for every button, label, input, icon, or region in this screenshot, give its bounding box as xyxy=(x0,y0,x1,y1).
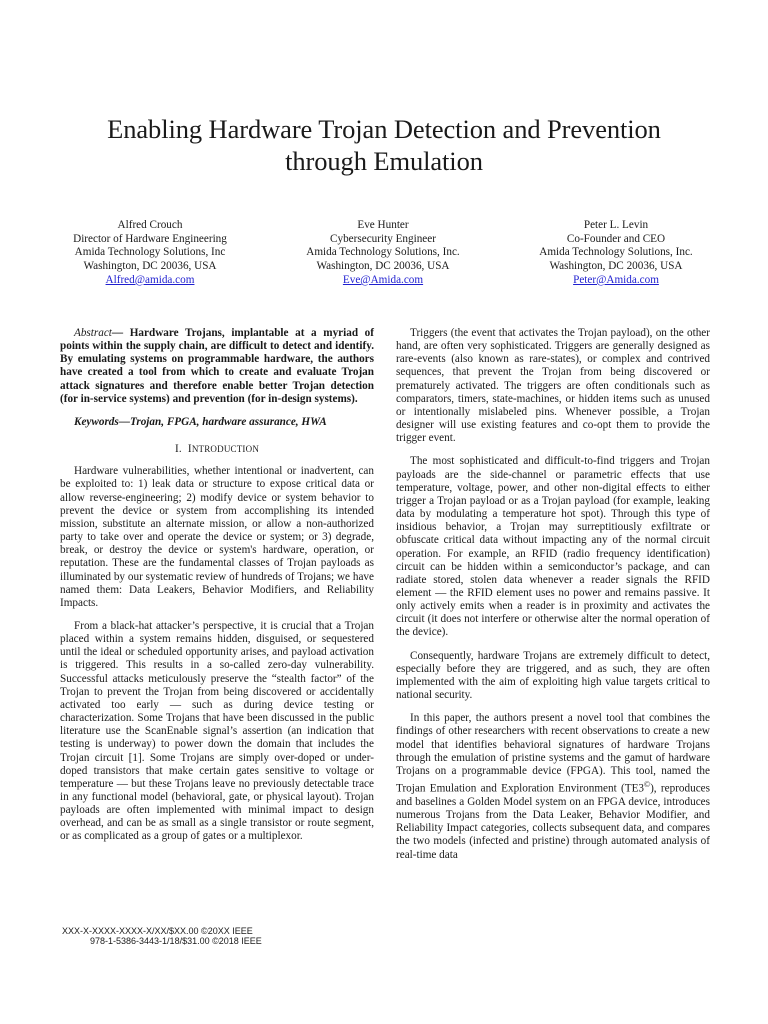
body-paragraph: The most sophisticated and difficult-to-find triggers and Trojan payloads are the side-channel or parametric effects that use temperature, voltage, power, and other non-digital effects to either trigger a Trojan payload or as a Trojan payload (for example, leaking data by modulating a temperature hot spot). Through this type of insidious behavior, a Trojan may surreptitiously exfiltrate or obfuscate critical data without impacting any of the normal circuit operation. For example, an RFID (radio frequency identification) circuit can be hidden within a semiconductor’s package, and can radiate stored, stolen data whenever a reader signals the RFID element — the RFID element uses no power and remains passive. It only actively emits when a reader is in proximity and activates the circuit (it does not interfere or otherwise alter the normal operation of the device). xyxy=(396,455,710,639)
abstract-label: Abstract xyxy=(74,327,112,339)
author-org: Amida Technology Solutions, Inc xyxy=(74,246,226,259)
author-block-3 xyxy=(501,219,731,288)
body-paragraph: From a black-hat attacker’s perspective, it is crucial that a Trojan placed within a system remains hidden, disguised, or sequestered until the ideal or scheduled opportunity arises, and payload activation is triggered. This results in a so-called zero-day vulnerability. Successful attacks meticulously preserve the “stealth factor” of the Trojan to prevent the Trojan from being discovered or accidentally activated too early — such as during device testing or characterization. Some Trojans that have been discussed in the public literature use the ScanEnable signal’s assertion (an indication that testing is underway) to power down the domain that includes the Trojan circuit [1]. Some Trojans are simply over-doped or under-doped transistors that make certain gates sensitive to voltage or temperature — but these Trojans leave no previously detectable trace in any functional model (behavioral, gate, or physical layout). Trojan payloads are often implemented with minimal impact to design overhead, and can be as small as a single transistor or route segment, or as complicated as a group of gates or a multiplexor. xyxy=(60,619,374,843)
right-column xyxy=(396,327,710,872)
keywords-paragraph: Keywords—Trojan, FPGA, hardware assurance, HWA xyxy=(74,415,327,428)
body-paragraph: Consequently, hardware Trojans are extremely difficult to detect, especially before they are triggered, and as such, they are often implemented with the aim of exploiting high value targets critical to national security. xyxy=(396,649,710,702)
author-email-link[interactable]: Alfred@amida.com xyxy=(105,273,195,286)
author-org: Amida Technology Solutions, Inc. xyxy=(539,246,693,259)
author-name: Eve Hunter xyxy=(357,219,409,231)
copyright-superscript: © xyxy=(644,780,651,789)
paper-title-line-2: through Emulation xyxy=(285,146,483,176)
author-block-2 xyxy=(268,219,498,288)
author-org: Amida Technology Solutions, Inc. xyxy=(306,246,460,259)
paragraph-text: In this paper, the authors present a novel tool that combines the findings of other researchers with recent observations to create a new model that identifies behavioral signatures of hardware Trojans through the emulation of pristine systems and the gamut of hardware Trojans on a programmable device (FPGA). This tool, named the Trojan Emulation and Exploration Environment (TE3 xyxy=(396,712,710,795)
abstract-paragraph xyxy=(60,327,374,406)
left-column xyxy=(60,327,374,854)
author-role: Director of Hardware Engineering xyxy=(73,232,227,245)
section-title-rest: NTRODUCTION xyxy=(191,444,260,455)
author-role: Cybersecurity Engineer xyxy=(330,232,436,245)
author-role: Co-Founder and CEO xyxy=(566,232,666,245)
author-address: Washington, DC 20036, USA xyxy=(549,260,683,273)
paragraph-text: ), reproduces and baselines a Golden Model system on an FPGA device, introduces numerous Trojans from the Data Leaker, Behavior Modifier, and Reliability Impact categories, collects subsequent data, and compares the two models (infected and pristine) through automated analysis of real-time data xyxy=(396,782,710,861)
section-heading-introduction xyxy=(60,443,374,456)
body-paragraph: Hardware vulnerabilities, whether intentional or inadvertent, can be exploited to: 1) leak data or structure to expose critical data or allow reverse-engineering; 2) modify device or system behavior to prevent the device or system from accomplishing its intended mission, substitute an alternate mission, or allow a non-authorized party to take over and operate the device or system; or 3) degrade, break, or destroy the device or system's hardware, operation, or reputation. These are the fundamental classes of Trojan payloads as illuminated by our systematic review of hundreds of Trojans; we have named them: Data Leakers, Behavior Modifiers, and Reliability Impacts. xyxy=(60,465,374,609)
footer-copyright-placeholder: XXX-X-XXXX-XXXX-X/XX/$XX.00 ©20XX IEEE xyxy=(62,926,253,936)
section-number: I. xyxy=(174,443,182,456)
author-name: Alfred Crouch xyxy=(117,219,183,231)
author-block-1 xyxy=(35,219,265,288)
section-initial: I xyxy=(187,443,192,456)
body-paragraph xyxy=(396,712,710,861)
author-name: Peter L. Levin xyxy=(583,219,649,231)
paper-title-line-1: Enabling Hardware Trojan Detection and Prevention xyxy=(107,114,661,144)
footer-copyright: 978-1-5386-3443-1/18/$31.00 ©2018 IEEE xyxy=(90,936,262,946)
author-email-link[interactable]: Eve@Amida.com xyxy=(342,273,424,286)
paper-title xyxy=(40,113,728,177)
abstract-text: — Hardware Trojans, implantable at a myriad of points within the supply chain, are difficult to detect and identify. By emulating systems on programmable hardware, the authors have created a tool from which to create and evaluate Trojan attack signatures and therefore enable better Trojan detection (for in-service systems) and prevention (for in-design systems). xyxy=(60,327,374,405)
body-paragraph: Triggers (the event that activates the Trojan payload), on the other hand, are often very sophisticated. Triggers are generally designed as rare-events (also known as rare-states), or complex and contrived sequences, that prevent the Trojan from being discovered or prematurely activated. The triggers are often conditionals such as comparators, timers, state-machines, or hidden items such as unused or intentionally mislabeled pins. Whenever possible, a Trojan designer will use existing features and co-opt them to provide the trigger event. xyxy=(396,327,710,445)
author-email-link[interactable]: Peter@Amida.com xyxy=(573,273,659,286)
author-address: Washington, DC 20036, USA xyxy=(316,260,450,273)
author-address: Washington, DC 20036, USA xyxy=(83,260,217,273)
